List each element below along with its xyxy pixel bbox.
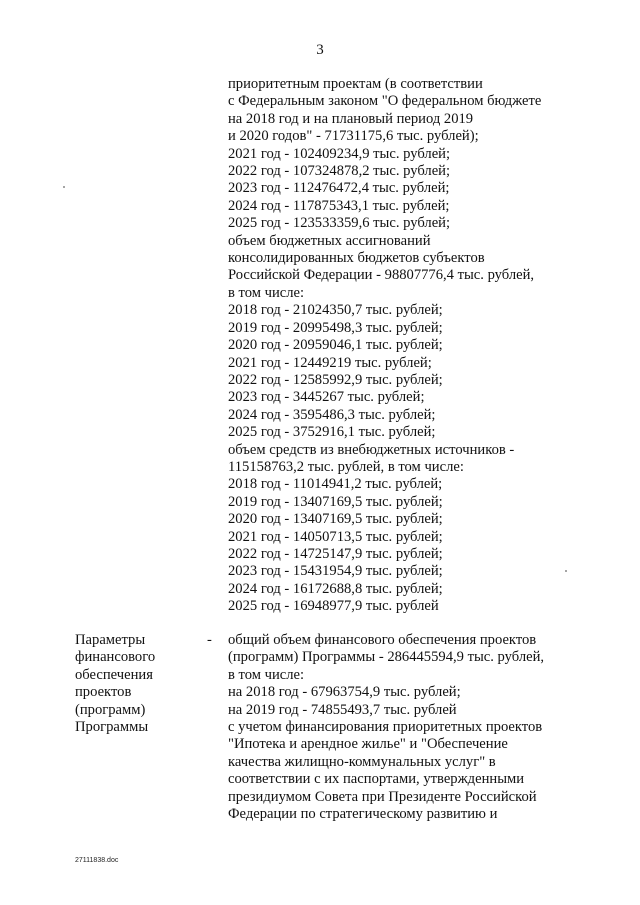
label-line: финансового [75,649,156,666]
text-line: 2025 год - 123533359,6 тыс. рублей; [228,215,451,232]
text-line: Российской Федерации - 98807776,4 тыс. рублей, [228,267,535,284]
text-line: с Федеральным законом "О федеральном бюджете [228,93,542,110]
text-line: 2025 год - 3752916,1 тыс. рублей; [228,424,436,441]
text-line: 2023 год - 3445267 тыс. рублей; [228,389,425,406]
text-line: 115158763,2 тыс. рублей, в том числе: [228,458,464,475]
text-line: в том числе: [228,284,305,301]
text-line: с учетом финансирования приоритетных проектов [228,719,543,736]
text-line: общий объем финансового обеспечения проектов [228,632,537,648]
funding-continuation-text [228,76,541,616]
text-line: "Ипотека и арендное жилье" и "Обеспечение [228,736,508,753]
text-line: приоритетным проектам (в соответствии [228,76,483,92]
financing-parameters-text [228,632,544,823]
label-line: Параметры [75,632,146,648]
text-line: объем средств из внебюджетных источников - [228,441,515,458]
document-filename: 27111838.doc [75,857,119,864]
text-line: на 2018 год - 67963754,9 тыс. рублей; [228,684,461,701]
text-line: Федерации по стратегическому развитию и [228,806,498,823]
text-line: и 2020 годов" - 71731175,6 тыс. рублей); [228,128,479,145]
text-line: 2018 год - 21024350,7 тыс. рублей; [228,302,443,319]
text-line: 2024 год - 117875343,1 тыс. рублей; [228,197,450,214]
label-separator-dash: - [207,632,212,648]
text-line: на 2019 год - 74855493,7 тыс. рублей [228,701,457,718]
text-line: 2019 год - 13407169,5 тыс. рублей; [228,493,443,510]
label-line: Программы [75,719,149,736]
text-line: 2022 год - 107324878,2 тыс. рублей; [228,163,451,180]
text-line: 2019 год - 20995498,3 тыс. рублей; [228,319,443,336]
text-line: 2024 год - 16172688,8 тыс. рублей; [228,580,443,597]
text-line: качества жилищно-коммунальных услуг" в [228,753,496,770]
text-line: 2023 год - 112476472,4 тыс. рублей; [228,180,450,197]
section-label [75,632,155,736]
label-line: обеспечения [75,666,153,683]
text-line: 2018 год - 11014941,2 тыс. рублей; [228,476,443,493]
text-line: 2022 год - 14725147,9 тыс. рублей; [228,545,443,562]
text-line: 2020 год - 13407169,5 тыс. рублей; [228,511,443,528]
scan-speck [63,186,65,188]
text-line: на 2018 год и на плановый период 2019 [228,110,474,127]
text-line: 2022 год - 12585992,9 тыс. рублей; [228,371,443,388]
text-line: консолидированных бюджетов субъектов [228,250,485,267]
scan-speck [565,570,567,572]
text-line: соответствии с их паспортами, утвержденными [228,771,525,788]
text-line: объем бюджетных ассигнований [228,232,431,249]
text-line: 2024 год - 3595486,3 тыс. рублей; [228,406,436,423]
text-line: 2023 год - 15431954,9 тыс. рублей; [228,563,443,580]
text-line: президиумом Совета при Президенте Российской [228,788,537,805]
text-line: в том числе: [228,666,305,683]
text-line: 2021 год - 14050713,5 тыс. рублей; [228,528,443,545]
label-line: проектов [75,684,132,701]
page-number: 3 [316,42,324,58]
label-line: (программ) [75,701,146,718]
text-line: 2025 год - 16948977,9 тыс. рублей [228,598,439,615]
text-line: 2021 год - 102409234,9 тыс. рублей; [228,145,451,162]
text-line: 2021 год - 12449219 тыс. рублей; [228,354,432,371]
text-line: 2020 год - 20959046,1 тыс. рублей; [228,337,443,354]
text-line: (программ) Программы - 286445594,9 тыс. рублей, [228,649,545,666]
